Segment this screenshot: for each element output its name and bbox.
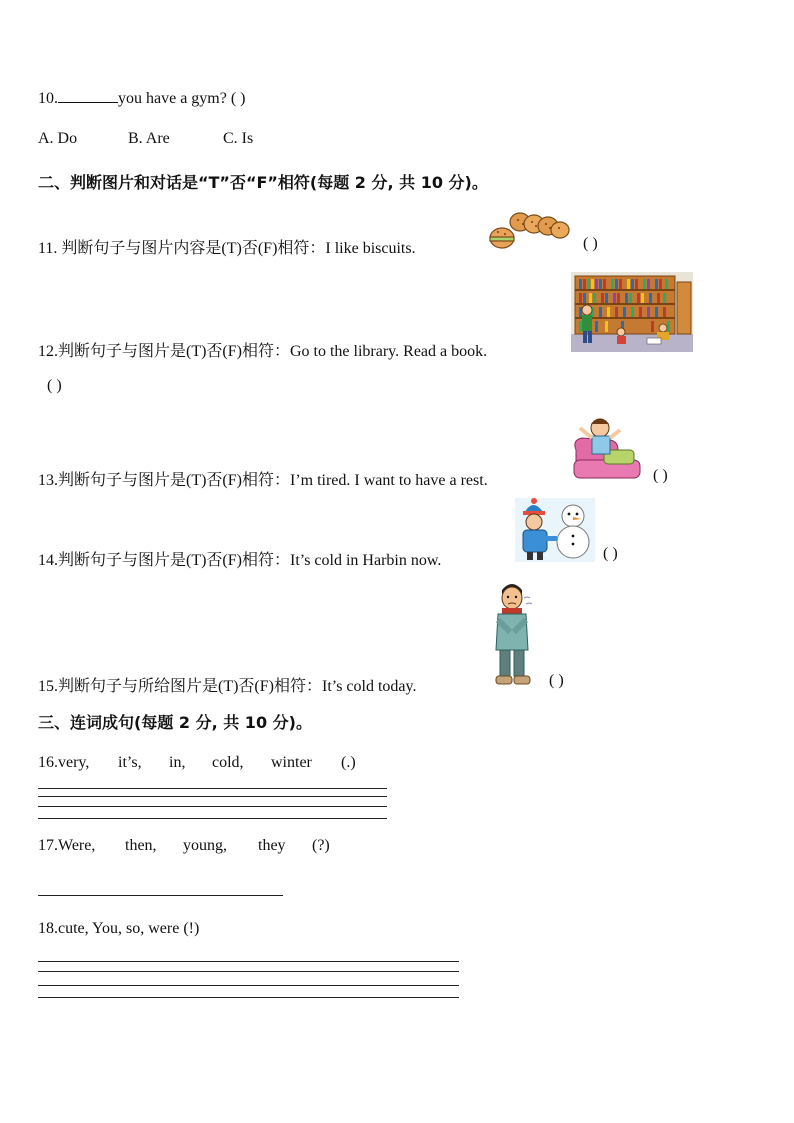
- answer-line[interactable]: [38, 788, 387, 789]
- question-number: 17.: [38, 837, 58, 854]
- question-number: 16.: [38, 754, 58, 771]
- word: Were,: [58, 837, 96, 854]
- answer-blank[interactable]: [58, 88, 118, 103]
- question-11: 11. 判断句子与图片内容是(T)否(F)相符：I like biscuits.: [38, 240, 416, 257]
- question-17: [38, 837, 330, 855]
- question-13: 13.判断句子与图片是(T)否(F)相符：I’m tired. I want to have a rest.: [38, 472, 488, 489]
- answer-line[interactable]: [38, 895, 283, 896]
- answer-parentheses[interactable]: ( ): [603, 545, 618, 562]
- section-2-title: 二、判断图片和对话是“T”否“F”相符(每题 2 分, 共 10 分)。: [38, 173, 488, 192]
- resting-boy-picture: [568, 410, 646, 484]
- question-18: 18.cute, You, so, were (!): [38, 920, 200, 937]
- question-16: [38, 754, 356, 772]
- answer-line[interactable]: [38, 796, 387, 797]
- word: they: [258, 837, 286, 854]
- word: then,: [125, 837, 157, 854]
- answer-parentheses[interactable]: ( ): [583, 235, 598, 252]
- biscuits-picture: [488, 208, 572, 250]
- answer-options: [38, 130, 253, 148]
- word: in,: [169, 754, 186, 771]
- snowman-picture: [515, 498, 595, 562]
- question-15: 15.判断句子与所给图片是(T)否(F)相符：It’s cold today.: [38, 678, 417, 695]
- section-3-title: 三、连词成句(每题 2 分, 共 10 分)。: [38, 713, 312, 732]
- question-10: [38, 88, 246, 108]
- word: cold,: [212, 754, 244, 771]
- word: (?): [312, 837, 330, 854]
- answer-line[interactable]: [38, 997, 459, 998]
- answer-line[interactable]: [38, 961, 459, 962]
- option-c[interactable]: C. Is: [223, 130, 254, 147]
- option-a[interactable]: A. Do: [38, 130, 78, 147]
- answer-line[interactable]: [38, 985, 459, 986]
- answer-line[interactable]: [38, 806, 387, 807]
- answer-line[interactable]: [38, 971, 459, 972]
- library-picture: [571, 272, 693, 352]
- word: very,: [58, 754, 90, 771]
- question-text: you have a gym? ( ): [118, 90, 246, 107]
- answer-parentheses[interactable]: ( ): [47, 377, 62, 394]
- word: it’s,: [118, 754, 142, 771]
- question-14: 14.判断句子与图片是(T)否(F)相符：It’s cold in Harbin now.: [38, 552, 442, 569]
- answer-line[interactable]: [38, 818, 387, 819]
- word: (.): [341, 754, 356, 771]
- option-b[interactable]: B. Are: [128, 130, 170, 147]
- word: young,: [183, 837, 227, 854]
- cold-man-picture: [488, 580, 544, 688]
- answer-parentheses[interactable]: ( ): [549, 672, 564, 689]
- question-number: 10.: [38, 90, 58, 107]
- answer-parentheses[interactable]: ( ): [653, 467, 668, 484]
- word: winter: [271, 754, 312, 771]
- question-12: 12.判断句子与图片是(T)否(F)相符：Go to the library. Read a book.: [38, 343, 488, 360]
